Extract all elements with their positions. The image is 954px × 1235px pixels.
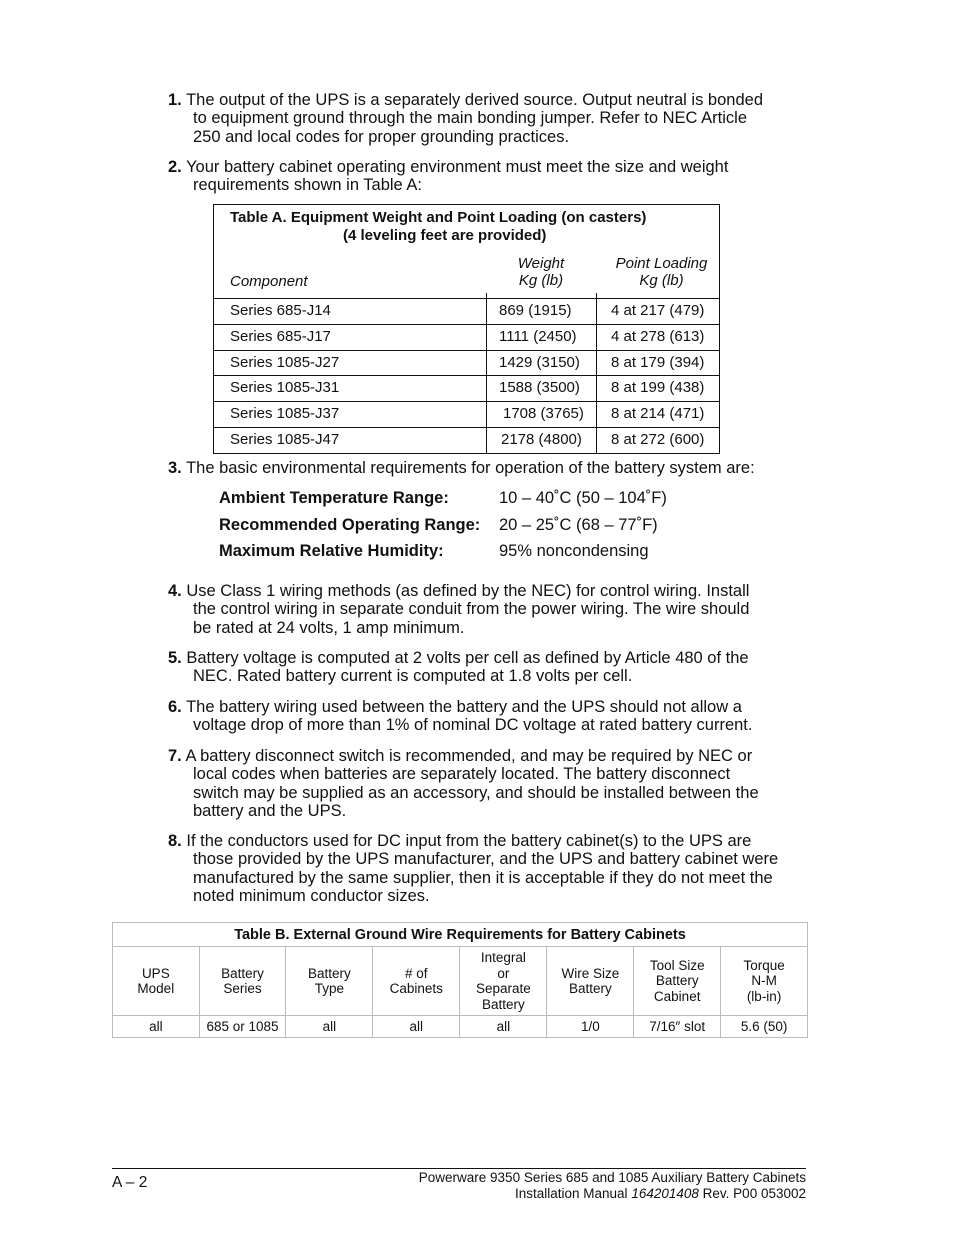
list-item-4 [168,582,808,637]
item-text: the control wiring in separate conduit from the power wiring. The wire should [193,600,750,619]
header-line: Battery [568,981,612,996]
cell-wire-size: 1/0 [547,1016,634,1038]
item-text: The battery wiring used between the battery and the UPS should not allow a [186,698,742,716]
header-line: Battery [482,996,525,1012]
item-text: A battery disconnect switch is recommended, and may be required by NEC or [185,747,753,765]
header-line: Integral [480,950,526,965]
col-header-ups-model [113,947,200,1016]
item-number: 2. [168,158,182,176]
item-number: 3. [168,459,182,477]
cell-torque: 5.6 (50) [721,1016,808,1038]
footer-line2 [419,1186,806,1202]
item-text: noted minimum conductor sizes. [193,886,430,905]
item-text: Your battery cabinet operating environment must meet the size and weight [186,158,729,176]
table-row [214,401,719,427]
cell-integral-separate: all [460,1016,547,1038]
col-header-load-line1: Point Loading [615,255,708,272]
cell-tool-size: 7/16″ slot [634,1016,721,1038]
header-line: (lb-in) [746,988,782,1004]
item-text: If the conductors used for DC input from the battery cabinet(s) to the UPS are [186,832,752,850]
table-b-caption: Table B. External Ground Wire Requirements for Battery Cabinets [113,923,808,947]
item-text: battery and the UPS. [193,801,347,820]
cell-ups-model: all [113,1016,200,1038]
header-line: Type [314,981,344,996]
header-line: Torque [743,957,785,973]
table-a-caption-line1: Table A. Equipment Weight and Point Loading (on casters) [230,209,647,226]
header-line: or [497,965,510,981]
cell-weight: 1429 (3150) [499,353,580,371]
table-row [214,299,719,324]
item-number: 7. [168,747,182,765]
cell-component: Series 685-J17 [230,327,331,345]
table-row [214,427,719,453]
cell-battery-series: 685 or 1085 [199,1016,286,1038]
list-item-6 [168,698,808,735]
header-line: Battery [307,965,351,981]
table-a-header [214,244,719,299]
item-text: The basic environmental requirements for operation of the battery system are: [186,459,755,477]
table-b [112,922,808,1038]
cell-weight: 2178 (4800) [501,430,582,448]
col-header-component: Component [230,273,308,290]
header-line: UPS [141,965,170,981]
header-line: Cabinets [389,981,443,996]
item-number: 8. [168,832,182,850]
item-text: switch may be supplied as an accessory, and should be installed between the [193,783,759,802]
cell-weight: 1708 (3765) [503,405,584,423]
header-line: # of [405,965,428,981]
list-item-5 [168,649,808,686]
header-line: Battery [221,965,264,981]
list-item-8 [168,832,808,905]
cell-weight: 869 (1915) [499,302,572,319]
cell-num-cabinets: all [373,1016,460,1038]
env-value: 95% noncondensing [499,542,649,560]
table-a-caption [214,205,719,244]
footer-revision: Rev. P00 053002 [702,1186,806,1201]
footer-rule [112,1168,806,1169]
cell-component: Series 1085-J27 [230,353,340,371]
env-value: 20 – 25˚C (68 – 77˚F) [499,516,658,534]
header-line: Tool Size [649,957,705,973]
env-label: Maximum Relative Humidity: [219,542,444,560]
item-number: 6. [168,698,182,716]
list-item-3 [168,459,808,477]
cell-point-loading: 8 at 179 (394) [611,353,705,371]
col-header-load-line2: Kg (lb) [639,272,684,289]
cell-point-loading: 4 at 278 (613) [611,327,705,345]
col-header-wire-size [547,947,634,1016]
item-text: those provided by the UPS manufacturer, and the UPS and battery cabinet were [193,850,779,869]
cell-component: Series 1085-J31 [230,379,340,397]
col-header-integral-separate [460,947,547,1016]
table-row [214,375,719,401]
header-line: Series [223,981,262,996]
cell-point-loading: 8 at 214 (471) [611,405,705,423]
col-header-point-loading [604,255,719,289]
cell-point-loading: 8 at 272 (600) [611,430,705,448]
cell-component: Series 685-J14 [230,302,331,319]
table-row [113,1016,808,1038]
item-text: NEC. Rated battery current is computed at 1.8 volts per cell. [193,667,633,686]
cell-weight: 1588 (3500) [499,379,580,397]
cell-point-loading: 4 at 217 (479) [611,302,705,319]
table-a-body [214,299,719,453]
env-value: 10 – 40˚C (50 – 104˚F) [499,489,667,507]
table-a [213,204,720,454]
item-text: to equipment ground through the main bonding jumper. Refer to NEC Article [193,109,747,128]
item-text: manufactured by the same supplier, then it is acceptable if they do not meet the [193,868,773,887]
header-line: Wire Size [561,965,620,981]
list-item-1 [168,91,808,146]
footer-manual-label: Installation Manual [514,1186,628,1201]
list-item-7 [168,747,808,820]
col-header-tool-size [634,947,721,1016]
cell-component: Series 1085-J37 [230,405,340,423]
item-text: Battery voltage is computed at 2 volts per cell as defined by Article 480 of the [186,649,749,667]
header-line: Cabinet [653,988,701,1004]
footer-title [419,1170,806,1202]
page-number: A – 2 [112,1174,148,1191]
column-divider [596,293,597,453]
cell-point-loading: 8 at 199 (438) [611,379,705,397]
column-divider [486,293,487,453]
header-line: N-M [751,973,777,989]
header-line: Separate [475,981,531,996]
table-b-header-row [113,947,808,1016]
col-header-battery-type [286,947,373,1016]
item-number: 1. [168,91,182,109]
col-header-weight-line1: Weight [517,255,565,272]
item-text: voltage drop of more than 1% of nominal DC voltage at rated battery current. [193,716,753,735]
item-number: 4. [168,582,182,600]
col-header-torque [721,947,808,1016]
item-text: 250 and local codes for proper grounding practices. [193,127,570,146]
item-text: Use Class 1 wiring methods (as defined by the NEC) for control wiring. Install [186,582,750,600]
item-text: local codes when batteries are separately located. The battery disconnect [193,765,731,784]
footer-line1: Powerware 9350 Series 685 and 1085 Auxiliary Battery Cabinets [418,1170,806,1185]
col-header-weight-line2: Kg (lb) [518,272,564,289]
table-row [214,324,719,350]
item-text: requirements shown in Table A: [193,176,422,195]
footer-manual-number: 164201408 [631,1186,699,1201]
item-text: The output of the UPS is a separately derived source. Output neutral is bonded [186,91,763,109]
table-row [214,350,719,376]
cell-weight: 1111 (2450) [499,327,577,345]
header-line: Model [137,981,175,996]
list-item-2 [168,158,808,195]
cell-battery-type: all [286,1016,373,1038]
env-label: Recommended Operating Range: [219,516,481,534]
header-line: Battery [655,973,699,989]
col-header-weight [486,255,596,289]
env-label: Ambient Temperature Range: [219,489,449,507]
cell-component: Series 1085-J47 [230,430,340,448]
col-header-battery-series [199,947,286,1016]
col-header-num-cabinets [373,947,460,1016]
item-text: be rated at 24 volts, 1 amp minimum. [193,618,465,637]
item-number: 5. [168,649,182,667]
table-a-caption-line2: (4 leveling feet are provided) [343,226,547,244]
